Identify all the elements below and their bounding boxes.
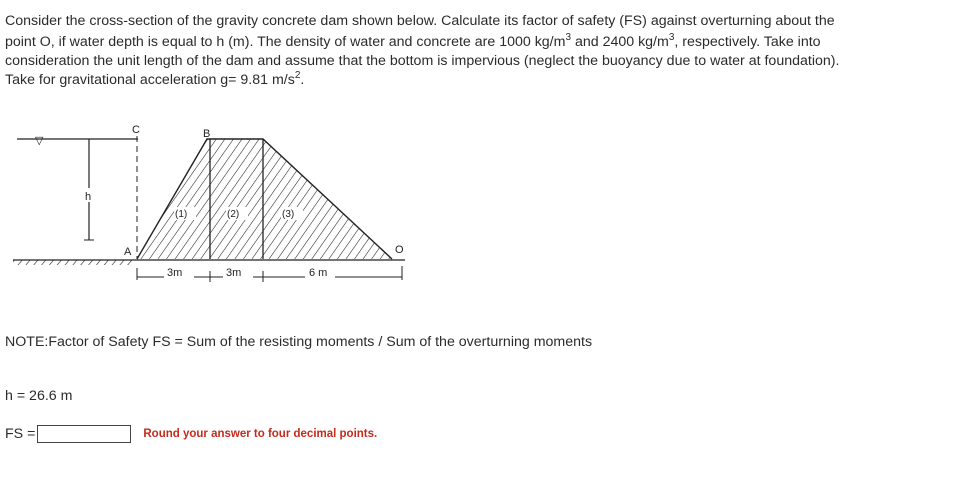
zone-label-1: (1) (175, 209, 188, 220)
problem-text-4b: . (300, 72, 305, 88)
superscript-3a: 3 (565, 32, 572, 43)
zone-label-3: (3) (282, 209, 295, 220)
problem-line-2 (5, 32, 965, 53)
problem-text-1: Consider the cross-section of the gravity concrete dam shown below. Calculate its factor of safety (FS) against overturning about the (5, 13, 835, 29)
ground-hatch (13, 260, 135, 265)
fs-label: FS = (5, 426, 36, 442)
zone-label-2: (2) (227, 209, 240, 220)
dam-cross-section-diagram (0, 118, 420, 290)
problem-line-1 (5, 11, 965, 32)
water-depth-label: h (85, 191, 92, 203)
answer-row (5, 424, 377, 444)
h-value: h = 26.6 m (5, 388, 73, 404)
problem-line-3 (5, 53, 965, 70)
dam-zone-2 (210, 139, 263, 259)
label-c: C (132, 124, 140, 136)
problem-text-2b: and 2400 kg/m (571, 34, 669, 50)
note-text: NOTE:Factor of Safety FS = Sum of the resisting moments / Sum of the overturning moments (5, 334, 593, 350)
problem-line-4 (5, 70, 965, 91)
dimension-3m-first: 3m (167, 267, 183, 279)
dimension-6m: 6 m (309, 267, 328, 279)
problem-statement (5, 11, 965, 91)
problem-text-2a: point O, if water depth is equal to h (m). The density of water and concrete are 1000 kg/m (5, 34, 566, 50)
water-surface-symbol: ▽ (35, 134, 44, 147)
fs-answer-input[interactable] (37, 425, 131, 443)
dimension-3m-second: 3m (226, 267, 242, 279)
label-a: A (124, 246, 132, 258)
problem-text-4a: Take for gravitational acceleration g= 9.81 m/s (5, 72, 295, 88)
superscript-3b: 3 (668, 32, 675, 43)
problem-text-3: consideration the unit length of the dam and assume that the bottom is impervious (neglect the buoyancy due to water at foundation). (5, 53, 840, 69)
rounding-hint: Round your answer to four decimal points. (143, 428, 378, 440)
label-o: O (395, 244, 404, 256)
superscript-2: 2 (294, 70, 301, 81)
label-b: B (203, 128, 211, 140)
problem-text-2c: , respectively. Take into (674, 34, 821, 50)
